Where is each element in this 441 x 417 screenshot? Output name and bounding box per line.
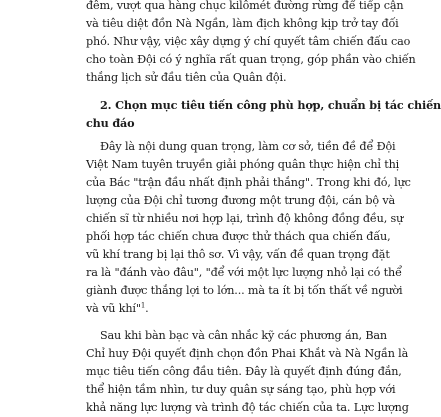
text-line: [86, 300, 314, 318]
paragraph-continuation: [86, 0, 416, 87]
text-line: Việt Nam tuyên truyền giải phóng quân thực hiện chỉ thị: [86, 158, 400, 171]
paragraph: [86, 138, 411, 318]
heading-line: chu đáo: [86, 116, 135, 130]
paragraph: [86, 327, 409, 417]
text-line: thể hiện tầm nhìn, tư duy quân sự sáng tạo, phù hợp với: [86, 383, 396, 396]
text-line: giành được thắng lợi to lớn... mà ta ít bị tốn thất về người: [86, 284, 403, 297]
spacer: [86, 87, 314, 96]
footnote-marker: 1: [140, 301, 146, 310]
text-line: chiến sĩ từ nhiều nơi hợp lại, trình độ không đồng đều, sự: [86, 212, 404, 225]
text-line: phó. Như vậy, việc xây dựng ý chí quyết tâm chiến đấu cao: [86, 35, 411, 48]
text-line: Chỉ huy Đội quyết định chọn đồn Phai Khắt và Nà Ngần là: [86, 347, 409, 360]
section-heading: [86, 96, 441, 132]
text-line: phối hợp tác chiến chưa được thử thách qua chiến đấu,: [86, 230, 391, 243]
text-line: đêm, vượt qua hàng chục kilômét đường rừng để tiếp cận: [86, 0, 404, 12]
text-line: mục tiêu tiến công đầu tiên. Đây là quyết định đúng đắn,: [86, 365, 402, 378]
text-line: Đây là nội dung quan trọng, làm cơ sở, tiền đề để Đội: [100, 140, 396, 153]
text-line: ra là "đánh vào đâu", "để với một lực lượng nhỏ lại có thể: [86, 266, 402, 279]
text-fragment: .: [145, 302, 149, 315]
text-line: và tiêu diệt đồn Nà Ngần, làm địch không kịp trở tay đối: [86, 17, 399, 30]
text-line: thắng lịch sử đầu tiên của Quân đội.: [86, 71, 287, 84]
text-line: vũ khí trang bị lại thô sơ. Vì vậy, vấn đề quan trọng đặt: [86, 248, 390, 261]
spacer: [86, 318, 314, 327]
text-line: lượng của Đội chỉ tương đương một trung đội, cán bộ và: [86, 194, 396, 207]
page-text: [86, 0, 441, 417]
text-line: khả năng lực lượng và trình độ tác chiến của ta. Lực lượng: [86, 401, 409, 414]
text-line: Sau khi bàn bạc và cân nhắc kỹ các phương án, Ban: [100, 329, 387, 342]
text-line: của Bác "trận đầu nhất định phải thắng". Trong khi đó, lực: [86, 176, 411, 189]
text-line: cho toàn Đội có ý nghĩa rất quan trọng, góp phần vào chiến: [86, 53, 416, 66]
heading-line: 2. Chọn mục tiêu tiến công phù hợp, chuẩn bị tác chiến: [100, 98, 441, 112]
text-fragment: và vũ khí": [86, 302, 141, 315]
